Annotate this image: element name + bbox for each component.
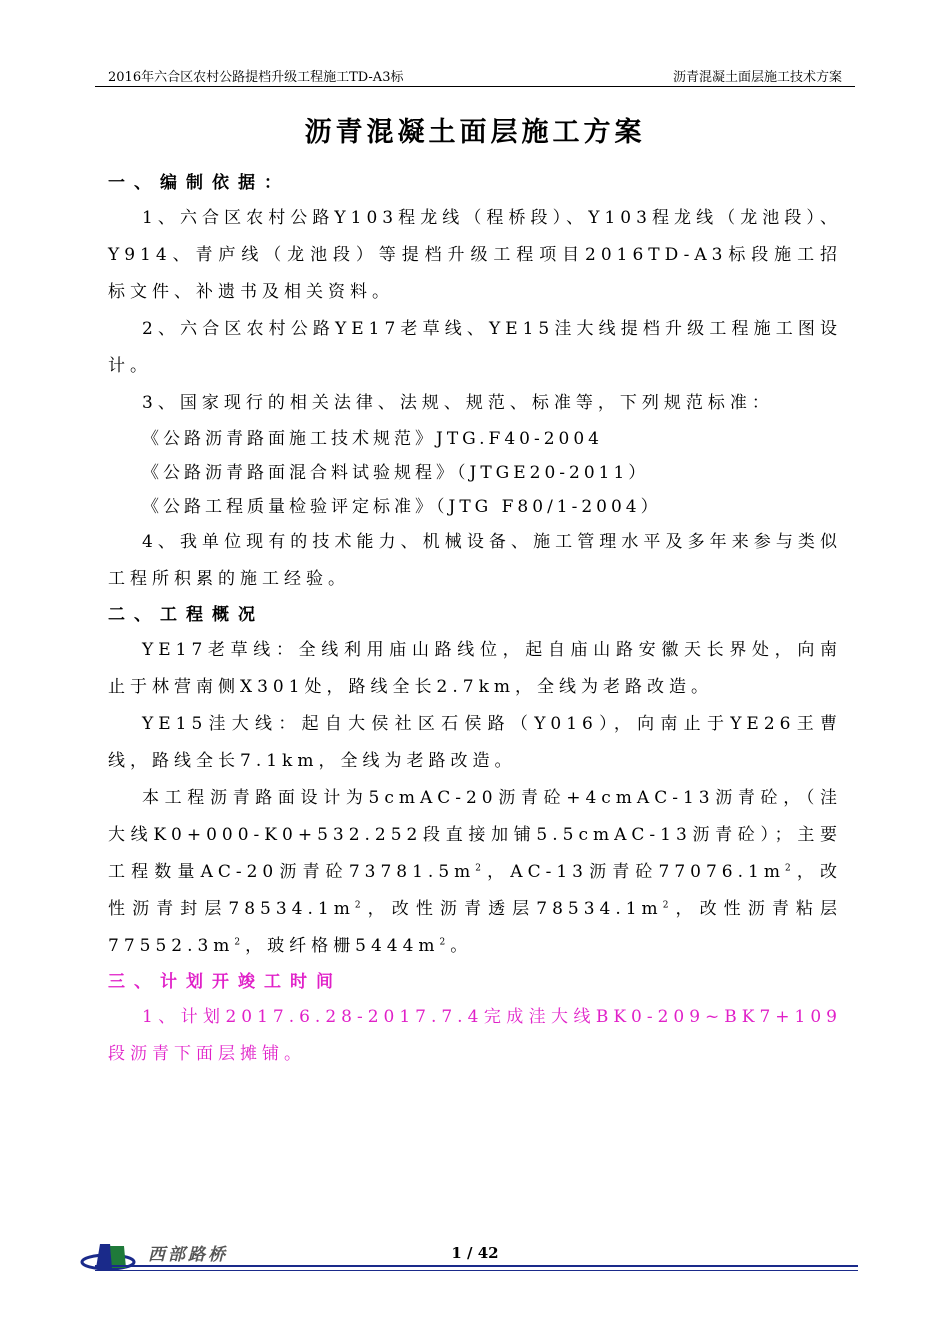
quantities-text: ，改性沥青透层78534.1m	[365, 899, 663, 919]
page-title: 沥青混凝土面层施工方案	[304, 117, 646, 148]
section-2-paragraph-1: YE17老草线：全线利用庙山路线位，起自庙山路安徽天长界处，向南止于林营南侧X301处，路线全长2.7km，全线为老路改造。	[108, 640, 842, 697]
section-1-item-1: 1、六合区农村公路Y103程龙线（程桥段）、Y103程龙线（龙池段）、Y914、青庐线（龙池段）等提档升级工程项目2016TD-A3标段施工招标文件、补遗书及相关资料。	[108, 208, 842, 302]
header-divider	[95, 86, 855, 87]
quantities-text: ，改性沥青粘层77552.3m	[108, 899, 843, 956]
reference-standard-3: 《公路工程质量检验评定标准》（JTG F80/1-2004）	[142, 497, 662, 517]
section-3-item-1: 1、计划2017.6.28-2017.7.4完成洼大线BK0-209~BK7+109段沥青下面层摊铺。	[108, 1007, 842, 1064]
section-2-heading: 二、工程概况	[108, 605, 264, 625]
document-body	[108, 166, 842, 1073]
quantities-text: ，改性沥青封层78534.1m	[108, 862, 842, 919]
section-1-item-2: 2、六合区农村公路YE17老草线、YE15洼大线提档升级工程施工图设计。	[108, 319, 842, 376]
reference-standard-1: 《公路沥青路面施工技术规范》JTG.F40-2004	[142, 429, 603, 449]
footer-divider	[95, 1265, 858, 1267]
header-project-name: 2016年六合区农村公路提档升级工程施工TD-A3标	[108, 70, 404, 85]
section-2-paragraph-2: YE15洼大线：起自大侯社区石侯路（Y016），向南止于YE26王曹线，路线全长7.1km，全线为老路改造。	[108, 714, 842, 771]
superscript-2: 2	[439, 937, 451, 948]
reference-standard-2: 《公路沥青路面混合料试验规程》（JTGE20-2011）	[142, 463, 650, 483]
section-3-heading: 三、计划开竣工时间	[108, 972, 342, 992]
header-document-name: 沥青混凝土面层施工技术方案	[672, 70, 842, 85]
quantities-text: ，玻纤格栅5444m	[245, 936, 440, 956]
section-1-item-4: 4、我单位现有的技术能力、机械设备、施工管理水平及多年来参与类似工程所积累的施工经验。	[108, 532, 842, 589]
section-2-paragraph-3	[108, 780, 842, 965]
section-1-item-3: 3、国家现行的相关法律、法规、规范、标准等，下列规范标准：	[142, 393, 774, 413]
footer-company-name: 西部路桥	[148, 1245, 228, 1265]
superscript-2: 2	[784, 863, 796, 874]
quantities-text: 。	[450, 936, 473, 956]
superscript-2: 2	[354, 900, 366, 911]
superscript-2: 2	[234, 937, 246, 948]
quantities-text: ，AC-13沥青砼77076.1m	[486, 862, 785, 882]
section-1-heading: 一、编制依据：	[108, 173, 290, 193]
quantities-text: 本工程沥青路面设计为5cmAC-20沥青砼+4cmAC-13沥青砼，（洼大线K0+000-K0+532.252段直接加铺5.5cmAC-13沥青砼）；主要工程数量AC-20沥青砼73781.5m	[108, 788, 842, 882]
footer-divider-thin	[95, 1270, 858, 1271]
page-number: 1 / 42	[451, 1244, 499, 1262]
superscript-2: 2	[662, 900, 674, 911]
superscript-2: 2	[475, 863, 486, 874]
